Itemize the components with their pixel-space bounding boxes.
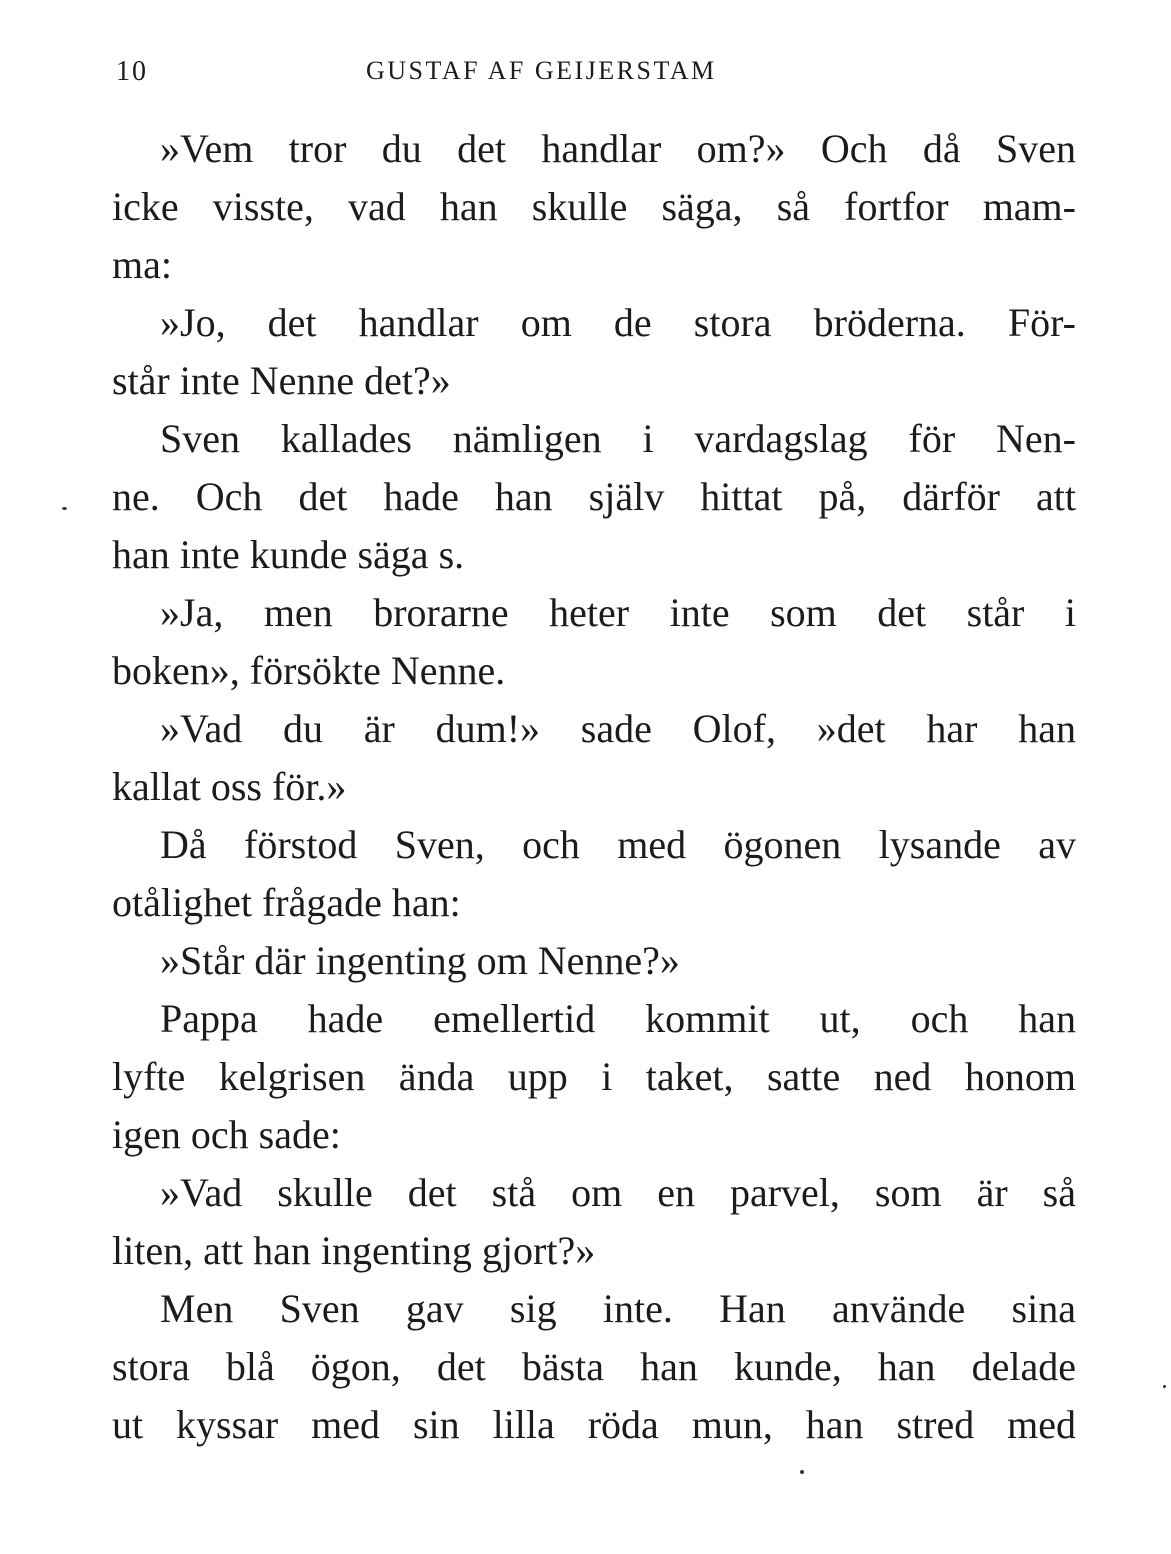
text-line: kallat oss för.» bbox=[112, 764, 347, 809]
text-line: »Vad du är dum!» sade Olof, »det har han bbox=[160, 706, 1076, 751]
text-line: Då förstod Sven, och med ögonen lysande av bbox=[160, 822, 1076, 867]
text-line: otålighet frågade han: bbox=[112, 880, 461, 925]
scan-speck bbox=[62, 507, 67, 510]
text-line: lyfte kelgrisen ända upp i taket, satte ned honom bbox=[112, 1054, 1076, 1099]
text-line: liten, att han ingenting gjort?» bbox=[112, 1228, 596, 1273]
text-line: ut kyssar med sin lilla röda mun, han stred med bbox=[112, 1402, 1076, 1447]
text-line: »Jo, det handlar om de stora bröderna. För- bbox=[160, 300, 1076, 345]
text-line: Men Sven gav sig inte. Han använde sina bbox=[160, 1286, 1076, 1331]
text-line: han inte kunde säga s. bbox=[112, 532, 465, 577]
running-title: GUSTAF AF GEIJERSTAM bbox=[366, 56, 717, 85]
page-number: 10 bbox=[116, 56, 148, 87]
text-line: står inte Nenne det?» bbox=[112, 358, 451, 403]
scan-speck bbox=[800, 1470, 804, 1474]
text-line: »Vad skulle det stå om en parvel, som är så bbox=[160, 1170, 1076, 1215]
text-line: boken», försökte Nenne. bbox=[112, 648, 506, 693]
text-line: icke visste, vad han skulle säga, så fortfor mam- bbox=[112, 184, 1076, 229]
text-line: ma: bbox=[112, 242, 172, 287]
text-line: »Står där ingenting om Nenne?» bbox=[160, 938, 680, 983]
text-line: stora blå ögon, det bästa han kunde, han delade bbox=[112, 1344, 1076, 1389]
body-text bbox=[112, 120, 1076, 1454]
text-line: »Vem tror du det handlar om?» Och då Sven bbox=[160, 126, 1076, 171]
text-line: ne. Och det hade han själv hittat på, därför att bbox=[112, 474, 1076, 519]
page-header bbox=[110, 56, 1080, 96]
text-line: »Ja, men brorarne heter inte som det står i bbox=[160, 590, 1076, 635]
scan-speck bbox=[1163, 1385, 1166, 1388]
text-line: Pappa hade emellertid kommit ut, och han bbox=[160, 996, 1076, 1041]
text-line: Sven kallades nämligen i vardagslag för Nen- bbox=[160, 416, 1076, 461]
text-line: igen och sade: bbox=[112, 1112, 341, 1157]
